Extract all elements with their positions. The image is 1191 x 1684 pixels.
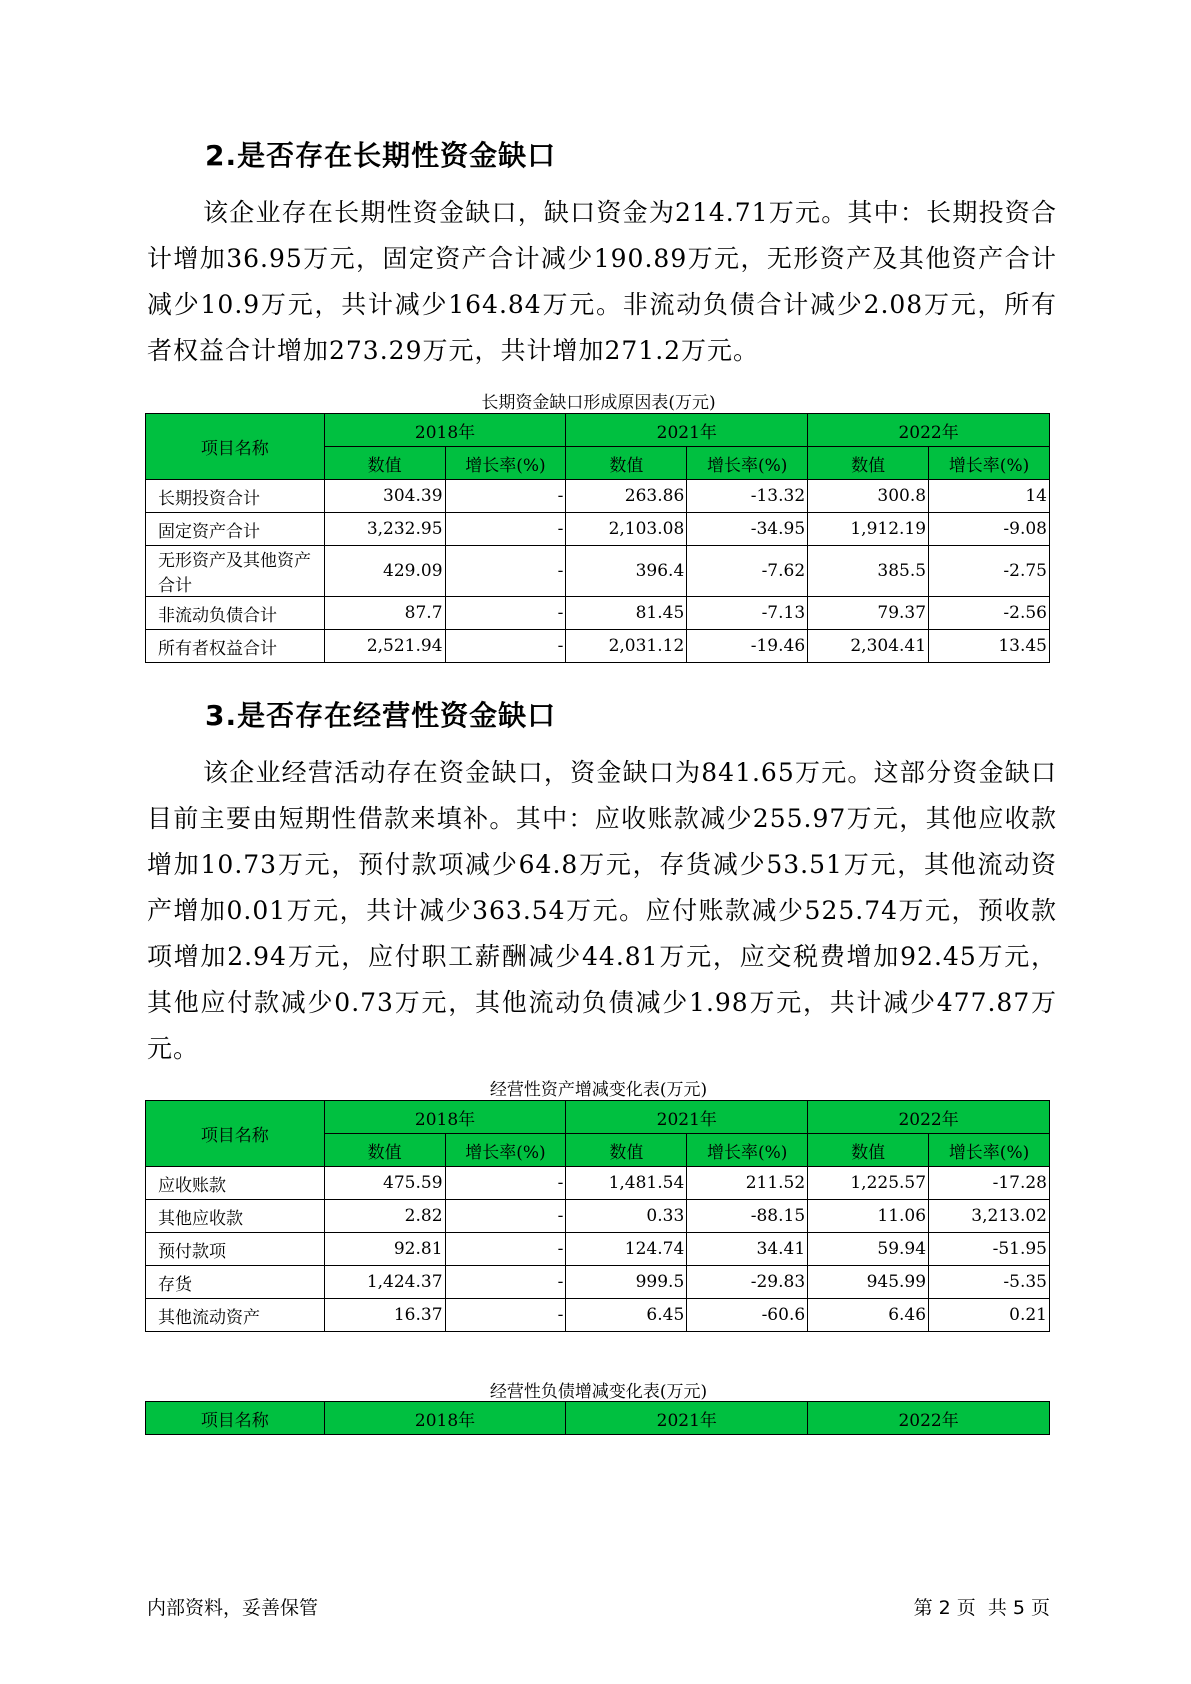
table-row (146, 597, 1050, 630)
value-cell: 999.5 (566, 1266, 687, 1299)
table1-caption: 长期资金缺口形成原因表(万元) (481, 393, 716, 413)
value-cell: 2,103.08 (566, 513, 687, 546)
value-cell: 6.46 (808, 1299, 929, 1332)
value-cell: 300.8 (808, 480, 929, 513)
value-cell: 59.94 (808, 1233, 929, 1266)
row-name: 其他应收款 (146, 1200, 325, 1233)
row-name: 预付款项 (146, 1233, 325, 1266)
value-cell: 1,912.19 (808, 513, 929, 546)
row-name: 非流动负债合计 (146, 597, 325, 630)
header-rate: 增长率(%) (687, 447, 808, 480)
rate-cell: -7.62 (687, 546, 808, 597)
header-rate: 增长率(%) (929, 447, 1050, 480)
value-cell: 81.45 (566, 597, 687, 630)
rate-cell: -2.75 (929, 546, 1050, 597)
rate-cell: -2.56 (929, 597, 1050, 630)
table-row (146, 630, 1050, 663)
value-cell: 6.45 (566, 1299, 687, 1332)
table2-body (146, 1167, 1050, 1332)
section3-heading: 3.是否存在经营性资金缺口 (205, 699, 557, 732)
header-value: 数值 (324, 447, 445, 480)
row-name: 长期投资合计 (146, 480, 325, 513)
section2-heading: 2.是否存在长期性资金缺口 (205, 139, 557, 172)
section3-paragraph: 该企业经营活动存在资金缺口，资金缺口为841.65万元。这部分资金缺口目前主要由短期性借款来填补。其中：应收账款减少255.97万元，其他应收款增加10.73万元，预付款项减少64.8万元，存货减少53.51万元，其他流动资产增加0.01万元，共计减少363.54万元。应付账款减少525.74万元，预收款项增加2.94万元，应付职工薪酬减少44.81万元，应交税费增加92.45万元，其他应付款减少0.73万元，其他流动负债减少1.98万元，共计减少477.87万元。 (147, 758, 1057, 1063)
header-value: 数值 (808, 1134, 929, 1167)
row-name: 所有者权益合计 (146, 630, 325, 663)
header-rate: 增长率(%) (929, 1134, 1050, 1167)
rate-cell: -60.6 (687, 1299, 808, 1332)
table2-caption: 经营性资产增减变化表(万元) (489, 1080, 708, 1100)
rate-cell: - (445, 480, 566, 513)
header-value: 数值 (324, 1134, 445, 1167)
header-value: 数值 (566, 447, 687, 480)
header-year: 2018年 (324, 1101, 566, 1134)
rate-cell: -51.95 (929, 1233, 1050, 1266)
rate-cell: 14 (929, 480, 1050, 513)
rate-cell: -7.13 (687, 597, 808, 630)
rate-cell: - (445, 546, 566, 597)
table2 (145, 1100, 1050, 1332)
value-cell: 124.74 (566, 1233, 687, 1266)
table-row (146, 1266, 1050, 1299)
value-cell: 945.99 (808, 1266, 929, 1299)
value-cell: 92.81 (324, 1233, 445, 1266)
footer-page-number: 第 2 页 共 5 页 (913, 1597, 1050, 1619)
header-year: 2021年 (566, 1101, 808, 1134)
rate-cell: -13.32 (687, 480, 808, 513)
header-item-name: 项目名称 (146, 414, 325, 480)
value-cell: 475.59 (324, 1167, 445, 1200)
rate-cell: 34.41 (687, 1233, 808, 1266)
header-value: 数值 (808, 447, 929, 480)
table-row (146, 1200, 1050, 1233)
header-item-name: 项目名称 (146, 1402, 325, 1435)
rate-cell: -34.95 (687, 513, 808, 546)
value-cell: 2.82 (324, 1200, 445, 1233)
row-name: 应收账款 (146, 1167, 325, 1200)
rate-cell: -9.08 (929, 513, 1050, 546)
rate-cell: 211.52 (687, 1167, 808, 1200)
table-row (146, 513, 1050, 546)
value-cell: 263.86 (566, 480, 687, 513)
rate-cell: -5.35 (929, 1266, 1050, 1299)
section2-paragraph: 该企业存在长期性资金缺口，缺口资金为214.71万元。其中：长期投资合计增加36.95万元，固定资产合计减少190.89万元，无形资产及其他资产合计减少10.9万元，共计减少164.84万元。非流动负债合计减少2.08万元，所有者权益合计增加273.29万元，共计增加271.2万元。 (147, 198, 1057, 365)
row-name: 存货 (146, 1266, 325, 1299)
value-cell: 2,031.12 (566, 630, 687, 663)
table1 (145, 413, 1050, 663)
rate-cell: - (445, 597, 566, 630)
table-row (146, 1299, 1050, 1332)
value-cell: 396.4 (566, 546, 687, 597)
header-rate: 增长率(%) (445, 447, 566, 480)
header-year: 2022年 (808, 1101, 1050, 1134)
row-name: 无形资产及其他资产合计 (146, 546, 325, 597)
rate-cell: - (445, 1266, 566, 1299)
value-cell: 385.5 (808, 546, 929, 597)
value-cell: 2,521.94 (324, 630, 445, 663)
rate-cell: -88.15 (687, 1200, 808, 1233)
value-cell: 11.06 (808, 1200, 929, 1233)
table-row (146, 546, 1050, 597)
rate-cell: 0.21 (929, 1299, 1050, 1332)
header-rate: 增长率(%) (687, 1134, 808, 1167)
row-name: 固定资产合计 (146, 513, 325, 546)
value-cell: 79.37 (808, 597, 929, 630)
rate-cell: - (445, 513, 566, 546)
table3 (145, 1401, 1050, 1435)
table-row (146, 480, 1050, 513)
value-cell: 1,424.37 (324, 1266, 445, 1299)
rate-cell: - (445, 1167, 566, 1200)
value-cell: 429.09 (324, 546, 445, 597)
rate-cell: 3,213.02 (929, 1200, 1050, 1233)
table-row (146, 1167, 1050, 1200)
value-cell: 3,232.95 (324, 513, 445, 546)
rate-cell: - (445, 1200, 566, 1233)
rate-cell: -19.46 (687, 630, 808, 663)
rate-cell: -17.28 (929, 1167, 1050, 1200)
header-value: 数值 (566, 1134, 687, 1167)
value-cell: 2,304.41 (808, 630, 929, 663)
rate-cell: - (445, 1299, 566, 1332)
rate-cell: 13.45 (929, 630, 1050, 663)
row-name: 其他流动资产 (146, 1299, 325, 1332)
header-year: 2018年 (324, 1402, 566, 1435)
value-cell: 16.37 (324, 1299, 445, 1332)
value-cell: 1,481.54 (566, 1167, 687, 1200)
table3-caption: 经营性负债增减变化表(万元) (489, 1382, 708, 1402)
rate-cell: -29.83 (687, 1266, 808, 1299)
value-cell: 87.7 (324, 597, 445, 630)
header-year: 2022年 (808, 414, 1050, 447)
header-year: 2022年 (808, 1402, 1050, 1435)
table-row (146, 1233, 1050, 1266)
rate-cell: - (445, 630, 566, 663)
header-year: 2018年 (324, 414, 566, 447)
header-item-name: 项目名称 (146, 1101, 325, 1167)
header-rate: 增长率(%) (445, 1134, 566, 1167)
header-year: 2021年 (566, 1402, 808, 1435)
table1-body (146, 480, 1050, 663)
footer-left: 内部资料，妥善保管 (147, 1597, 319, 1619)
value-cell: 0.33 (566, 1200, 687, 1233)
rate-cell: - (445, 1233, 566, 1266)
header-year: 2021年 (566, 414, 808, 447)
value-cell: 1,225.57 (808, 1167, 929, 1200)
value-cell: 304.39 (324, 480, 445, 513)
